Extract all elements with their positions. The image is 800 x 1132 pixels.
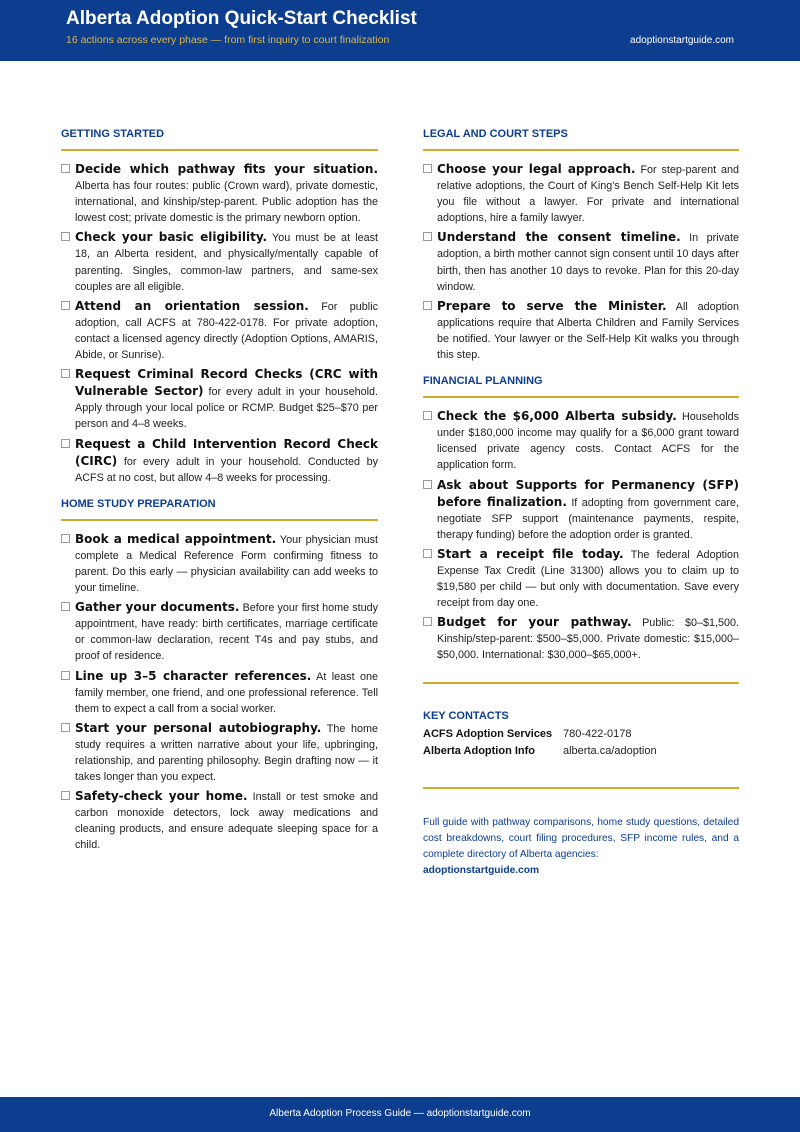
item-lead: Ask about Supports for Permanency (SFP) before finalization. <box>437 477 739 509</box>
checklist-item <box>61 366 378 432</box>
item-lead: Budget for your pathway. <box>437 615 632 630</box>
checklist-item <box>423 298 739 363</box>
checklist-item <box>423 229 739 294</box>
page-header <box>0 0 800 61</box>
checkbox-icon[interactable] <box>61 534 70 543</box>
item-lead: Line up 3–5 character references. <box>75 668 312 683</box>
left-column <box>61 128 378 857</box>
checklist-item <box>61 788 378 853</box>
item-body: for every adult in your household. Conducted by ACFS at no cost, but allow 4–8 weeks for processing. <box>75 455 379 484</box>
page-title: Alberta Adoption Quick-Start Checklist <box>66 8 417 29</box>
section-title: GETTING STARTED <box>61 128 378 151</box>
right-sections <box>423 128 739 664</box>
item-body: Your physician must complete a Medical Reference Form confirming fitness to parent. Do this early — physician availability can add weeks to your timeline. <box>75 533 378 595</box>
checklist-item <box>61 436 378 486</box>
footer-text: Alberta Adoption Process Guide — adoptionstartguide.com <box>269 1108 531 1119</box>
item-lead: Request a Child Intervention Record Check (CIRC) <box>75 436 378 468</box>
checklist-item <box>423 546 739 611</box>
item-body: All adoption applications require that Alberta Children and Family Services be notified. Your lawyer or the Self-Help Kit walks you through this step. <box>437 300 740 362</box>
key-contacts <box>423 710 739 760</box>
item-body: Alberta has four routes: public (Crown ward), private domestic, international, and kinship/step-parent. Public adoption has the lowest cost; private domestic is the primary newborn option. <box>75 180 378 225</box>
contact-value: alberta.ca/adoption <box>563 744 657 757</box>
checkbox-icon[interactable] <box>423 617 432 626</box>
item-body: The federal Adoption Expense Tax Credit (Line 31300) allows you to claim up to $19,580 per child — but only with documentation. Save every receipt from day one. <box>437 548 739 610</box>
checklist-item <box>61 229 378 294</box>
item-body: Before your first home study appointment, have ready: birth certificates, marriage certificate or common-law declaration, recent T4s and pay stubs, and proof of residence. <box>75 602 379 663</box>
checklist-item <box>61 668 378 717</box>
item-body: For step-parent and relative adoptions, the Court of King's Bench Self-Help Kit lets you file without a lawyer. For private and international adoptions, hire a family lawyer. <box>437 164 740 225</box>
item-body: For public adoption, call ACFS at 780-422-0178. For private adoption, contact a licensed agency directly (Adoption Options, AMARIS, Abide, or Sunrise). <box>75 300 378 362</box>
item-lead: Start a receipt file today. <box>437 546 624 561</box>
section-divider <box>423 787 739 789</box>
item-lead: Request Criminal Record Checks (CRC with Vulnerable Sector) <box>75 367 378 399</box>
item-body: The home study requires a written narrative about your life, upbringing, relationship, and parenting philosophy. Begin drafting now — it takes longer than you expect. <box>75 722 378 784</box>
checkbox-icon[interactable] <box>61 164 70 173</box>
checklist-item <box>423 614 739 663</box>
item-lead: Safety-check your home. <box>75 789 248 804</box>
contact-value: 780-422-0178 <box>563 727 632 740</box>
checkbox-icon[interactable] <box>61 301 70 310</box>
checkbox-icon[interactable] <box>61 671 70 680</box>
checkbox-icon[interactable] <box>423 411 432 420</box>
section-title: FINANCIAL PLANNING <box>423 375 739 398</box>
checkbox-icon[interactable] <box>423 164 432 173</box>
checklist-item <box>423 161 739 226</box>
item-body: You must be at least 18, an Alberta resident, and physically/mentally capable of parenting. Singles, common-law partners, and same-sex couples are all eligible. <box>75 232 378 293</box>
item-lead: Choose your legal approach. <box>437 162 636 176</box>
checkbox-icon[interactable] <box>61 791 70 800</box>
item-body: Public: $0–$1,500. Kinship/step-parent: $500–$5,000. Private domestic: $15,000–$50,000. International: $30,000–$65,000+. <box>437 617 740 662</box>
page-footer <box>0 1097 800 1132</box>
checkbox-icon[interactable] <box>423 232 432 241</box>
right-column <box>423 128 739 879</box>
page-subtitle: 16 actions across every phase — from first inquiry to court finalization <box>66 34 390 46</box>
header-site-link[interactable]: adoptionstartguide.com <box>630 35 734 46</box>
section-title: HOME STUDY PREPARATION <box>61 498 378 521</box>
item-lead: Gather your documents. <box>75 600 240 615</box>
item-lead: Attend an orientation session. <box>75 298 309 313</box>
checkbox-icon[interactable] <box>61 602 70 611</box>
checklist-item <box>423 408 739 473</box>
item-body: At least one family member, one friend, and one professional reference. Tell them to expect a call from a social worker. <box>75 670 378 715</box>
item-body: Households under $180,000 income may qualify for a $6,000 grant toward licensed private agency costs. Contact ACFS for the application form. <box>437 411 739 472</box>
item-lead: Decide which pathway fits your situation. <box>75 162 378 176</box>
checklist-item <box>423 477 739 543</box>
contact-label: ACFS Adoption Services <box>423 727 553 740</box>
checkbox-icon[interactable] <box>61 232 70 241</box>
checklist-item <box>61 531 378 596</box>
checkbox-icon[interactable] <box>423 480 432 489</box>
checklist-item <box>61 720 378 785</box>
item-lead: Understand the consent timeline. <box>437 230 681 245</box>
section-divider <box>423 682 739 684</box>
contacts-title: KEY CONTACTS <box>423 709 509 722</box>
item-lead: Check your basic eligibility. <box>75 230 268 245</box>
item-body: Install or test smoke and carbon monoxide detectors, lock away medications and cleaning products, and ensure adequate sleeping space for a child. <box>75 791 378 852</box>
checkbox-icon[interactable] <box>61 369 70 378</box>
item-lead: Start your personal autobiography. <box>75 720 322 735</box>
closing-note <box>423 815 739 879</box>
item-lead: Check the $6,000 Alberta subsidy. <box>437 409 677 424</box>
item-body: In private adoption, a birth mother cannot sign consent until 10 days after birth, then has another 10 days to revoke. Plan for this 20-day window. <box>437 232 739 293</box>
section-title: LEGAL AND COURT STEPS <box>423 128 739 151</box>
closing-text: Full guide with pathway comparisons, home study questions, detailed cost breakdowns, court filing procedures, SFP income rules, and a complete directory of Alberta agencies: <box>423 816 739 860</box>
checkbox-icon[interactable] <box>61 723 70 732</box>
item-lead: Prepare to serve the Minister. <box>437 298 667 313</box>
checkbox-icon[interactable] <box>61 439 70 448</box>
checkbox-icon[interactable] <box>423 549 432 558</box>
checklist-item <box>61 298 378 363</box>
item-body: for every adult in your household. Apply through your local police or RCMP. Budget $25–$70 per person and 4–8 weeks. <box>75 386 379 431</box>
closing-link[interactable]: adoptionstartguide.com <box>423 864 540 876</box>
checklist-item <box>61 599 378 664</box>
item-lead: Book a medical appointment. <box>75 531 277 546</box>
checkbox-icon[interactable] <box>423 301 432 310</box>
contact-label: Alberta Adoption Info <box>423 744 536 757</box>
contact-row <box>423 743 739 760</box>
item-body: If adopting from government care, negotiate SFP support (maintenance payments, respite, therapy funding) before the adoption order is granted. <box>437 496 740 541</box>
checklist-item <box>61 161 378 226</box>
contact-row <box>423 726 739 743</box>
